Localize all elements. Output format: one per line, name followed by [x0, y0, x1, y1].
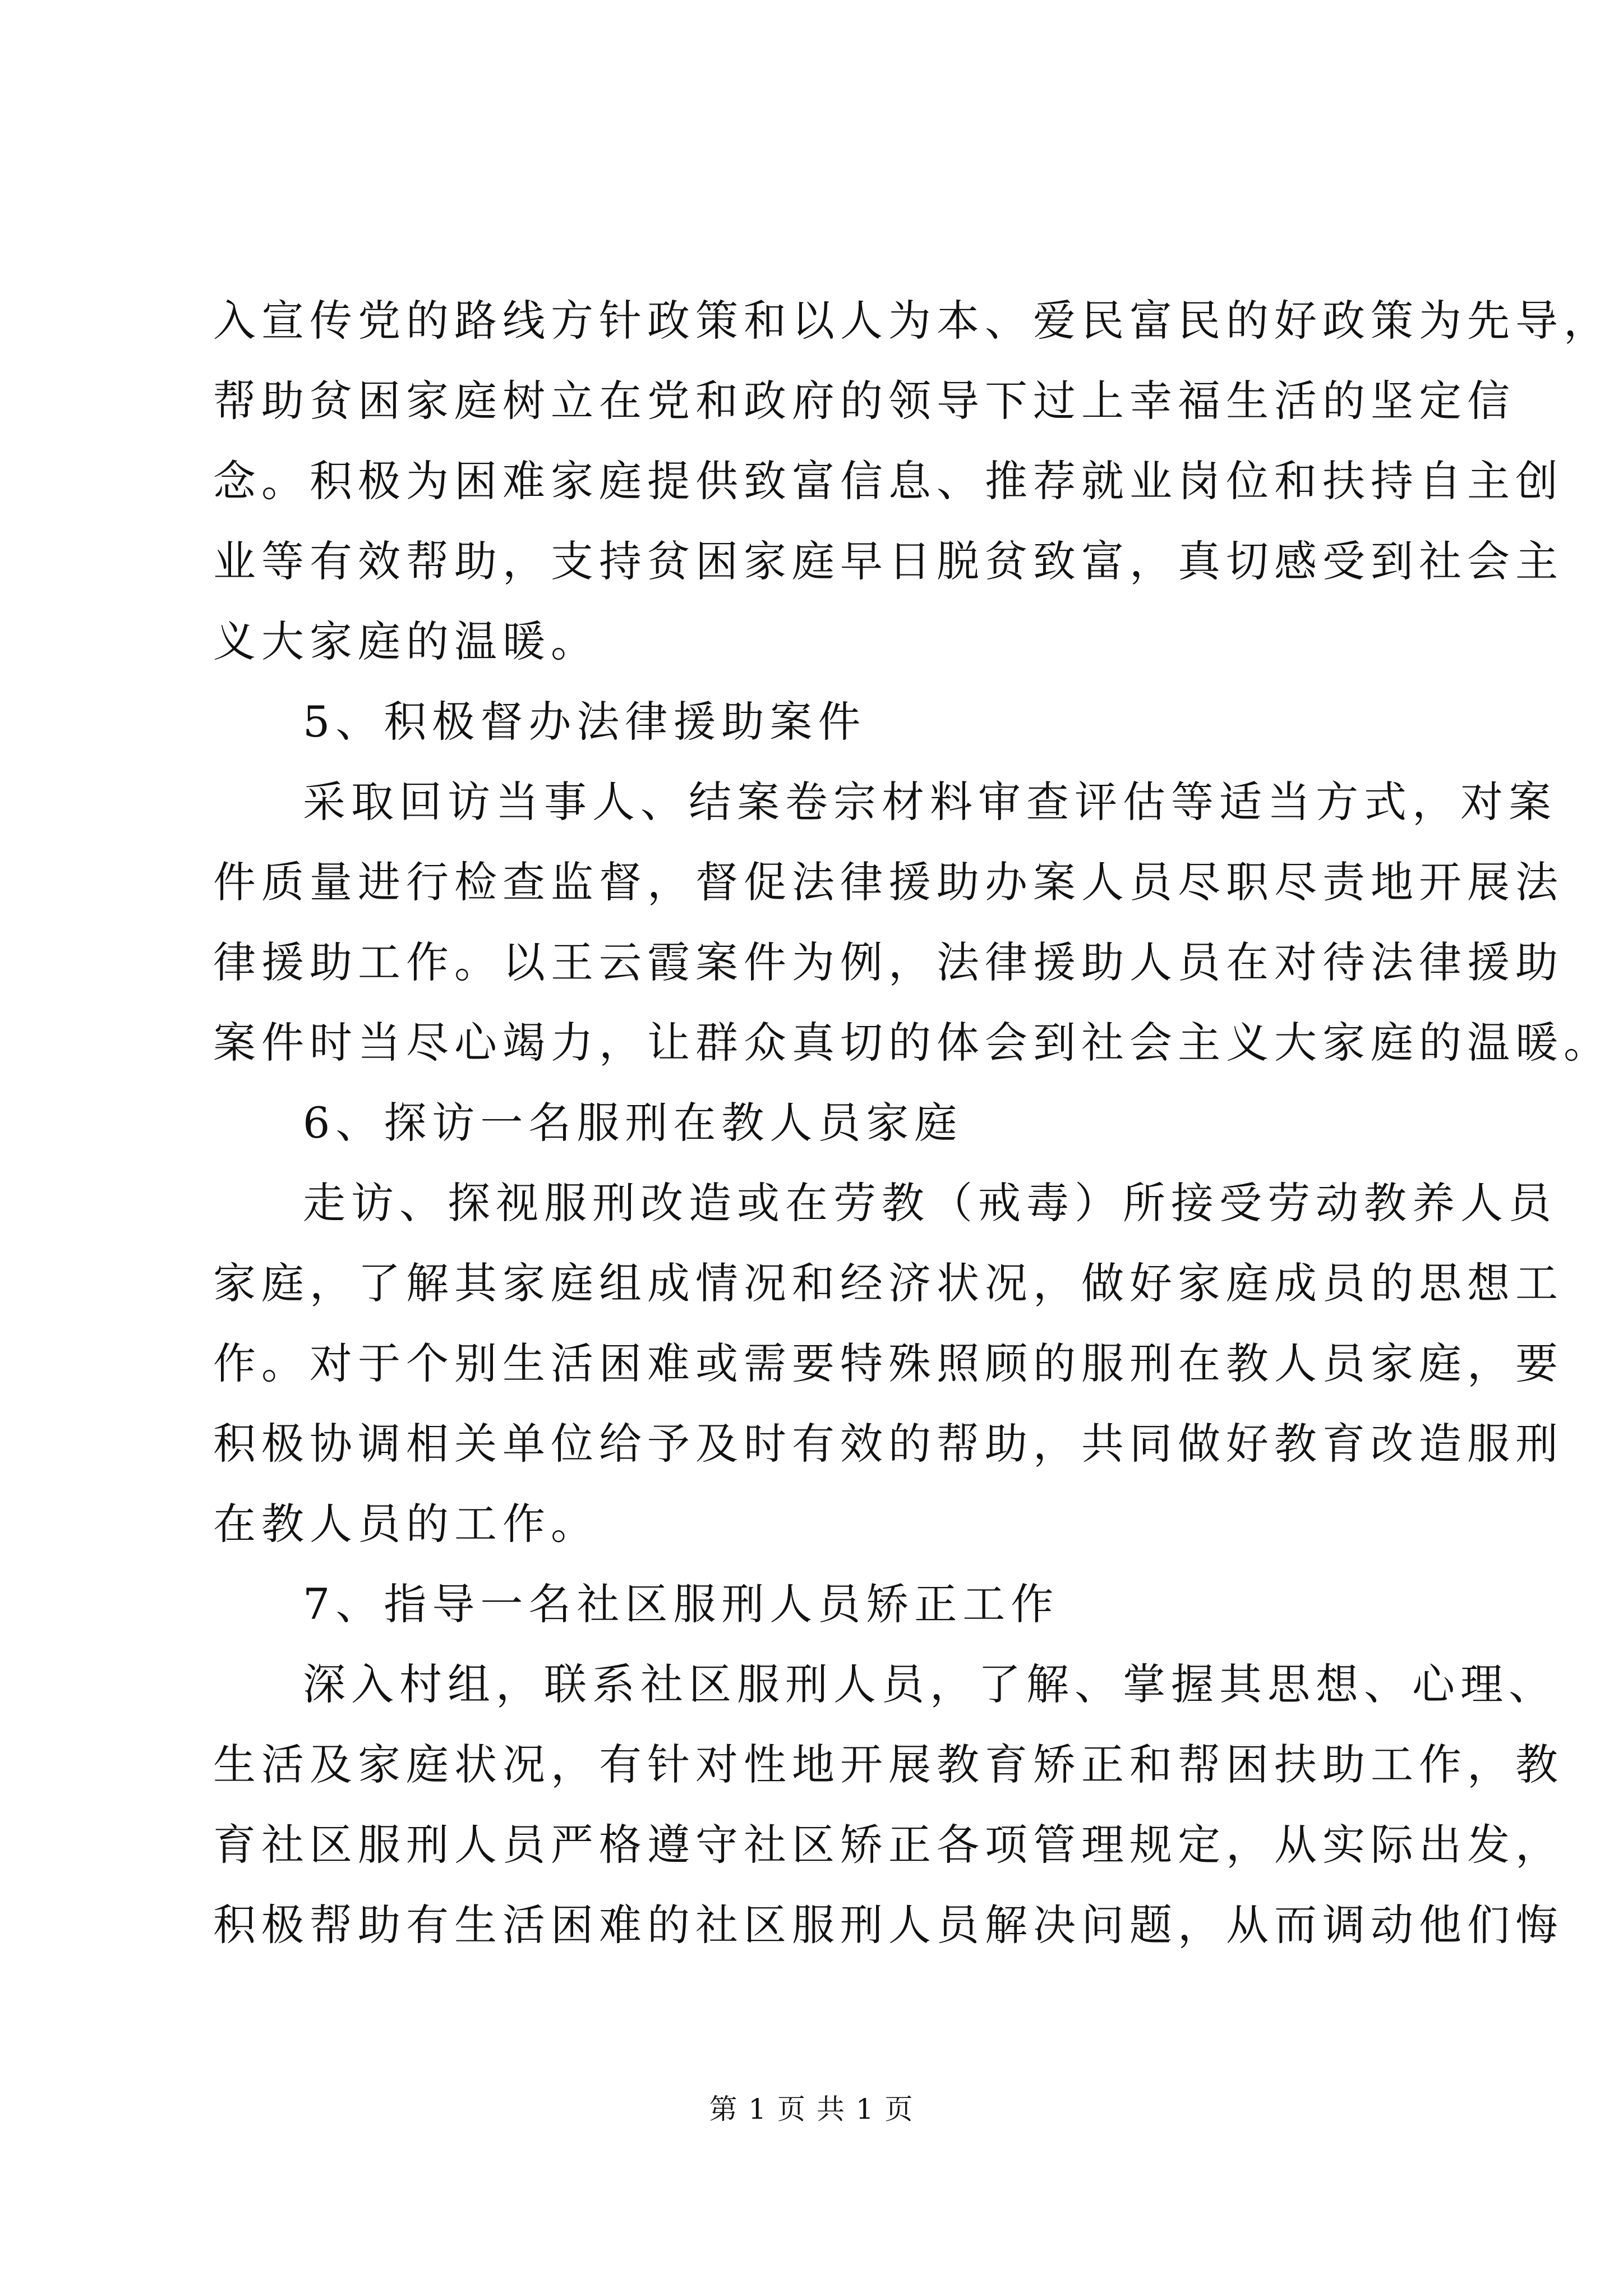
section-heading: 6、探访一名服刑在教人员家庭 — [303, 1098, 963, 1148]
text-line: 作。对于个别生活困难或需要特殊照顾的服刑在教人员家庭，要 — [213, 1338, 1564, 1388]
text-line: 家庭，了解其家庭组成情况和经济状况，做好家庭成员的思想工 — [213, 1258, 1564, 1308]
text-line: 律援助工作。以王云霞案件为例，法律援助人员在对待法律援助 — [213, 937, 1564, 987]
text-line: 案件时当尽心竭力，让群众真切的体会到社会主义大家庭的温暖。 — [213, 1018, 1612, 1068]
text-line: 义大家庭的温暖。 — [213, 616, 599, 666]
text-line: 生活及家庭状况，有针对性地开展教育矫正和帮困扶助工作，教 — [213, 1740, 1564, 1789]
text-line: 采取回访当事人、结案卷宗材料审查评估等适当方式，对案 — [303, 777, 1557, 827]
text-line: 深入村组，联系社区服刑人员，了解、掌握其思想、心理、 — [303, 1659, 1557, 1709]
page-footer: 第 1 页 共 1 页 — [709, 2093, 914, 2125]
text-line: 念。积极为困难家庭提供致富信息、推荐就业岗位和扶持自主创 — [213, 456, 1564, 506]
section-heading: 5、积极督办法律援助案件 — [303, 697, 866, 747]
text-line: 在教人员的工作。 — [213, 1499, 599, 1549]
text-line: 走访、探视服刑改造或在劳教（戒毒）所接受劳动教养人员 — [303, 1178, 1557, 1228]
text-line: 帮助贫困家庭树立在党和政府的领导下过上幸福生活的坚定信 — [213, 376, 1515, 426]
text-line: 业等有效帮助，支持贫困家庭早日脱贫致富，真切感受到社会主 — [213, 536, 1564, 586]
text-line: 积极帮助有生活困难的社区服刑人员解决问题，从而调动他们悔 — [213, 1900, 1564, 1950]
section-heading: 7、指导一名社区服刑人员矫正工作 — [303, 1579, 1059, 1629]
text-line: 入宣传党的路线方针政策和以人为本、爱民富民的好政策为先导， — [213, 296, 1612, 346]
text-line: 件质量进行检查监督，督促法律援助办案人员尽职尽责地开展法 — [213, 857, 1564, 907]
text-line: 育社区服刑人员严格遵守社区矫正各项管理规定，从实际出发， — [213, 1820, 1564, 1870]
text-line: 积极协调相关单位给予及时有效的帮助，共同做好教育改造服刑 — [213, 1419, 1564, 1469]
